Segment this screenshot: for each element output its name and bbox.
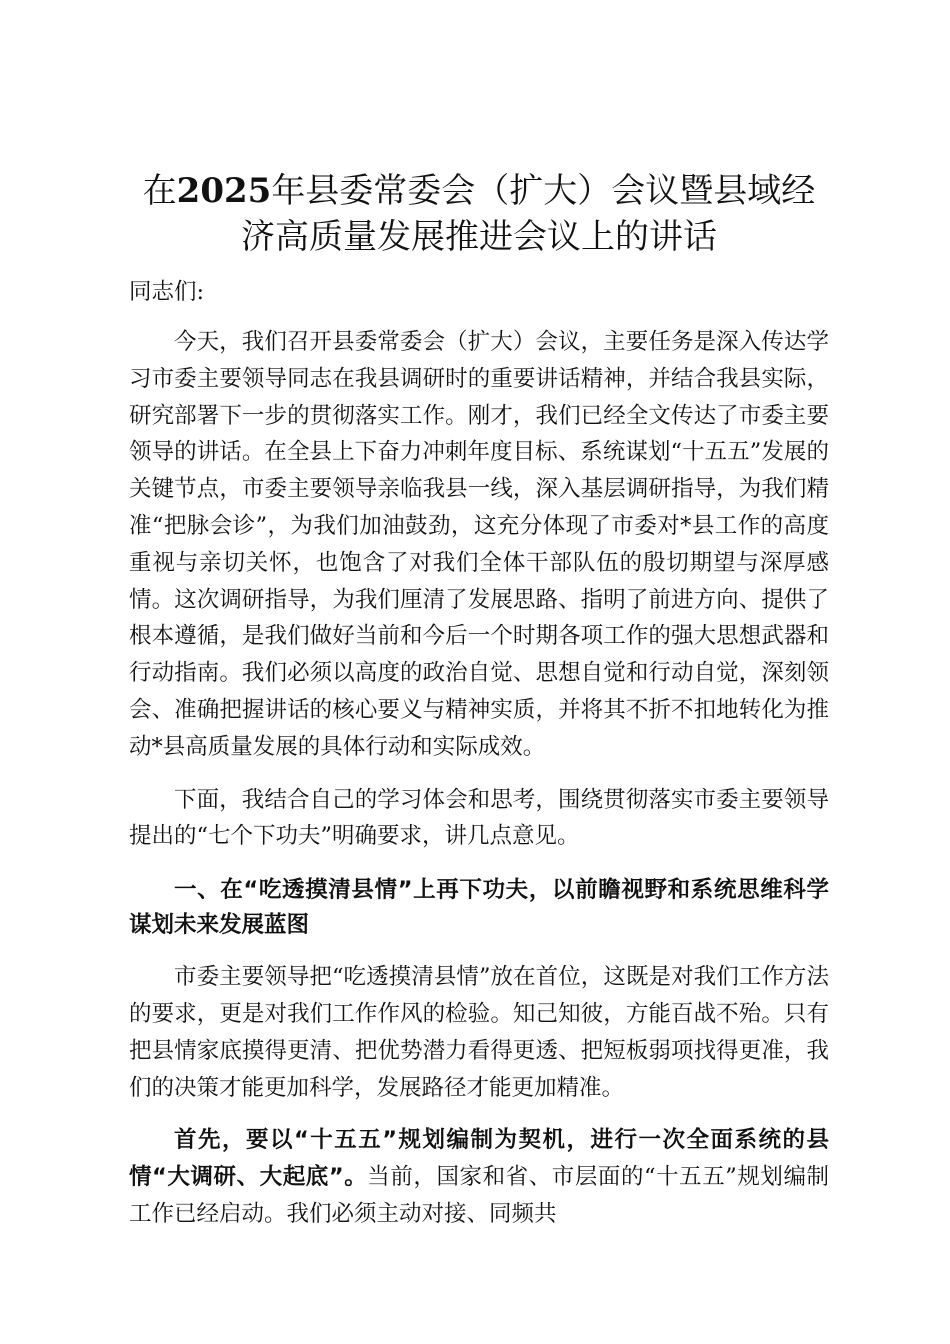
salutation: 同志们: [129,279,205,305]
title-line1-rest: 年县委常委会（扩大）会议暨县域经 [271,171,816,211]
title-year: 2025 [176,171,272,211]
document-title [129,168,829,260]
paragraph-first-point [129,1122,829,1232]
section-heading-1: 一、在“吃透摸清县情”上再下功夫，以前瞻视野和系统思维科学谋划未来发展蓝图 [129,877,829,939]
first-point-text: 当前，国家和省、市层面的“十五五”规划编制工作已经启动。我们必须主动对接、同频共 [129,1164,830,1227]
title-prefix: 在 [142,171,177,211]
paragraph-opening: 今天，我们召开县委常委会（扩大）会议，主要任务是深入传达学习市委主要领导同志在我县调研时的重要讲话精神，并结合我县实际，研究部署下一步的贯彻落实工作。刚才，我们已经全文传达了市委主要领导的讲话。在全县上下奋力冲刺年度目标、系统谋划“十五五”发展的关键节点，市委主要领导亲临我县一线，深入基层调研指导，为我们精准“把脉会诊”，为我们加油鼓劲，这充分体现了市委对*县工作的高度重视与亲切关怀，也饱含了对我们全体干部队伍的殷切期望与深厚感情。这次调研指导，为我们厘清了发展思路、指明了前进方向、提供了根本遵循，是我们做好当前和今后一个时期各项工作的强大思想武器和行动指南。我们必须以高度的政治自觉、思想自觉和行动自觉，深刻领会、准确把握讲话的核心要义与精神实质，并将其不折不扣地转化为推动*县高质量发展的具体行动和实际成效。 [129,329,829,760]
document-page [129,168,829,1233]
paragraph-intro: 下面，我结合自己的学习体会和思考，围绕贯彻落实市委主要领导提出的“七个下功夫”明确要求，讲几点意见。 [129,786,829,850]
first-point-lead: 首先，要以“十五五”规划编制为契机，进行一次全面系统的县情“大调研、大起底”。 [129,1127,829,1191]
paragraph-section-1: 市委主要领导把“吃透摸清县情”放在首位，这既是对我们工作方法的要求，更是对我们工作作风的检验。知己知彼，方能百战不殆。只有把县情家底摸得更清、把优势潜力看得更透、把短板弱项找得更准，我们的决策才能更加科学，发展路径才能更加精准。 [129,964,829,1101]
title-line2: 济高质量发展推进会议上的讲话 [241,217,717,257]
